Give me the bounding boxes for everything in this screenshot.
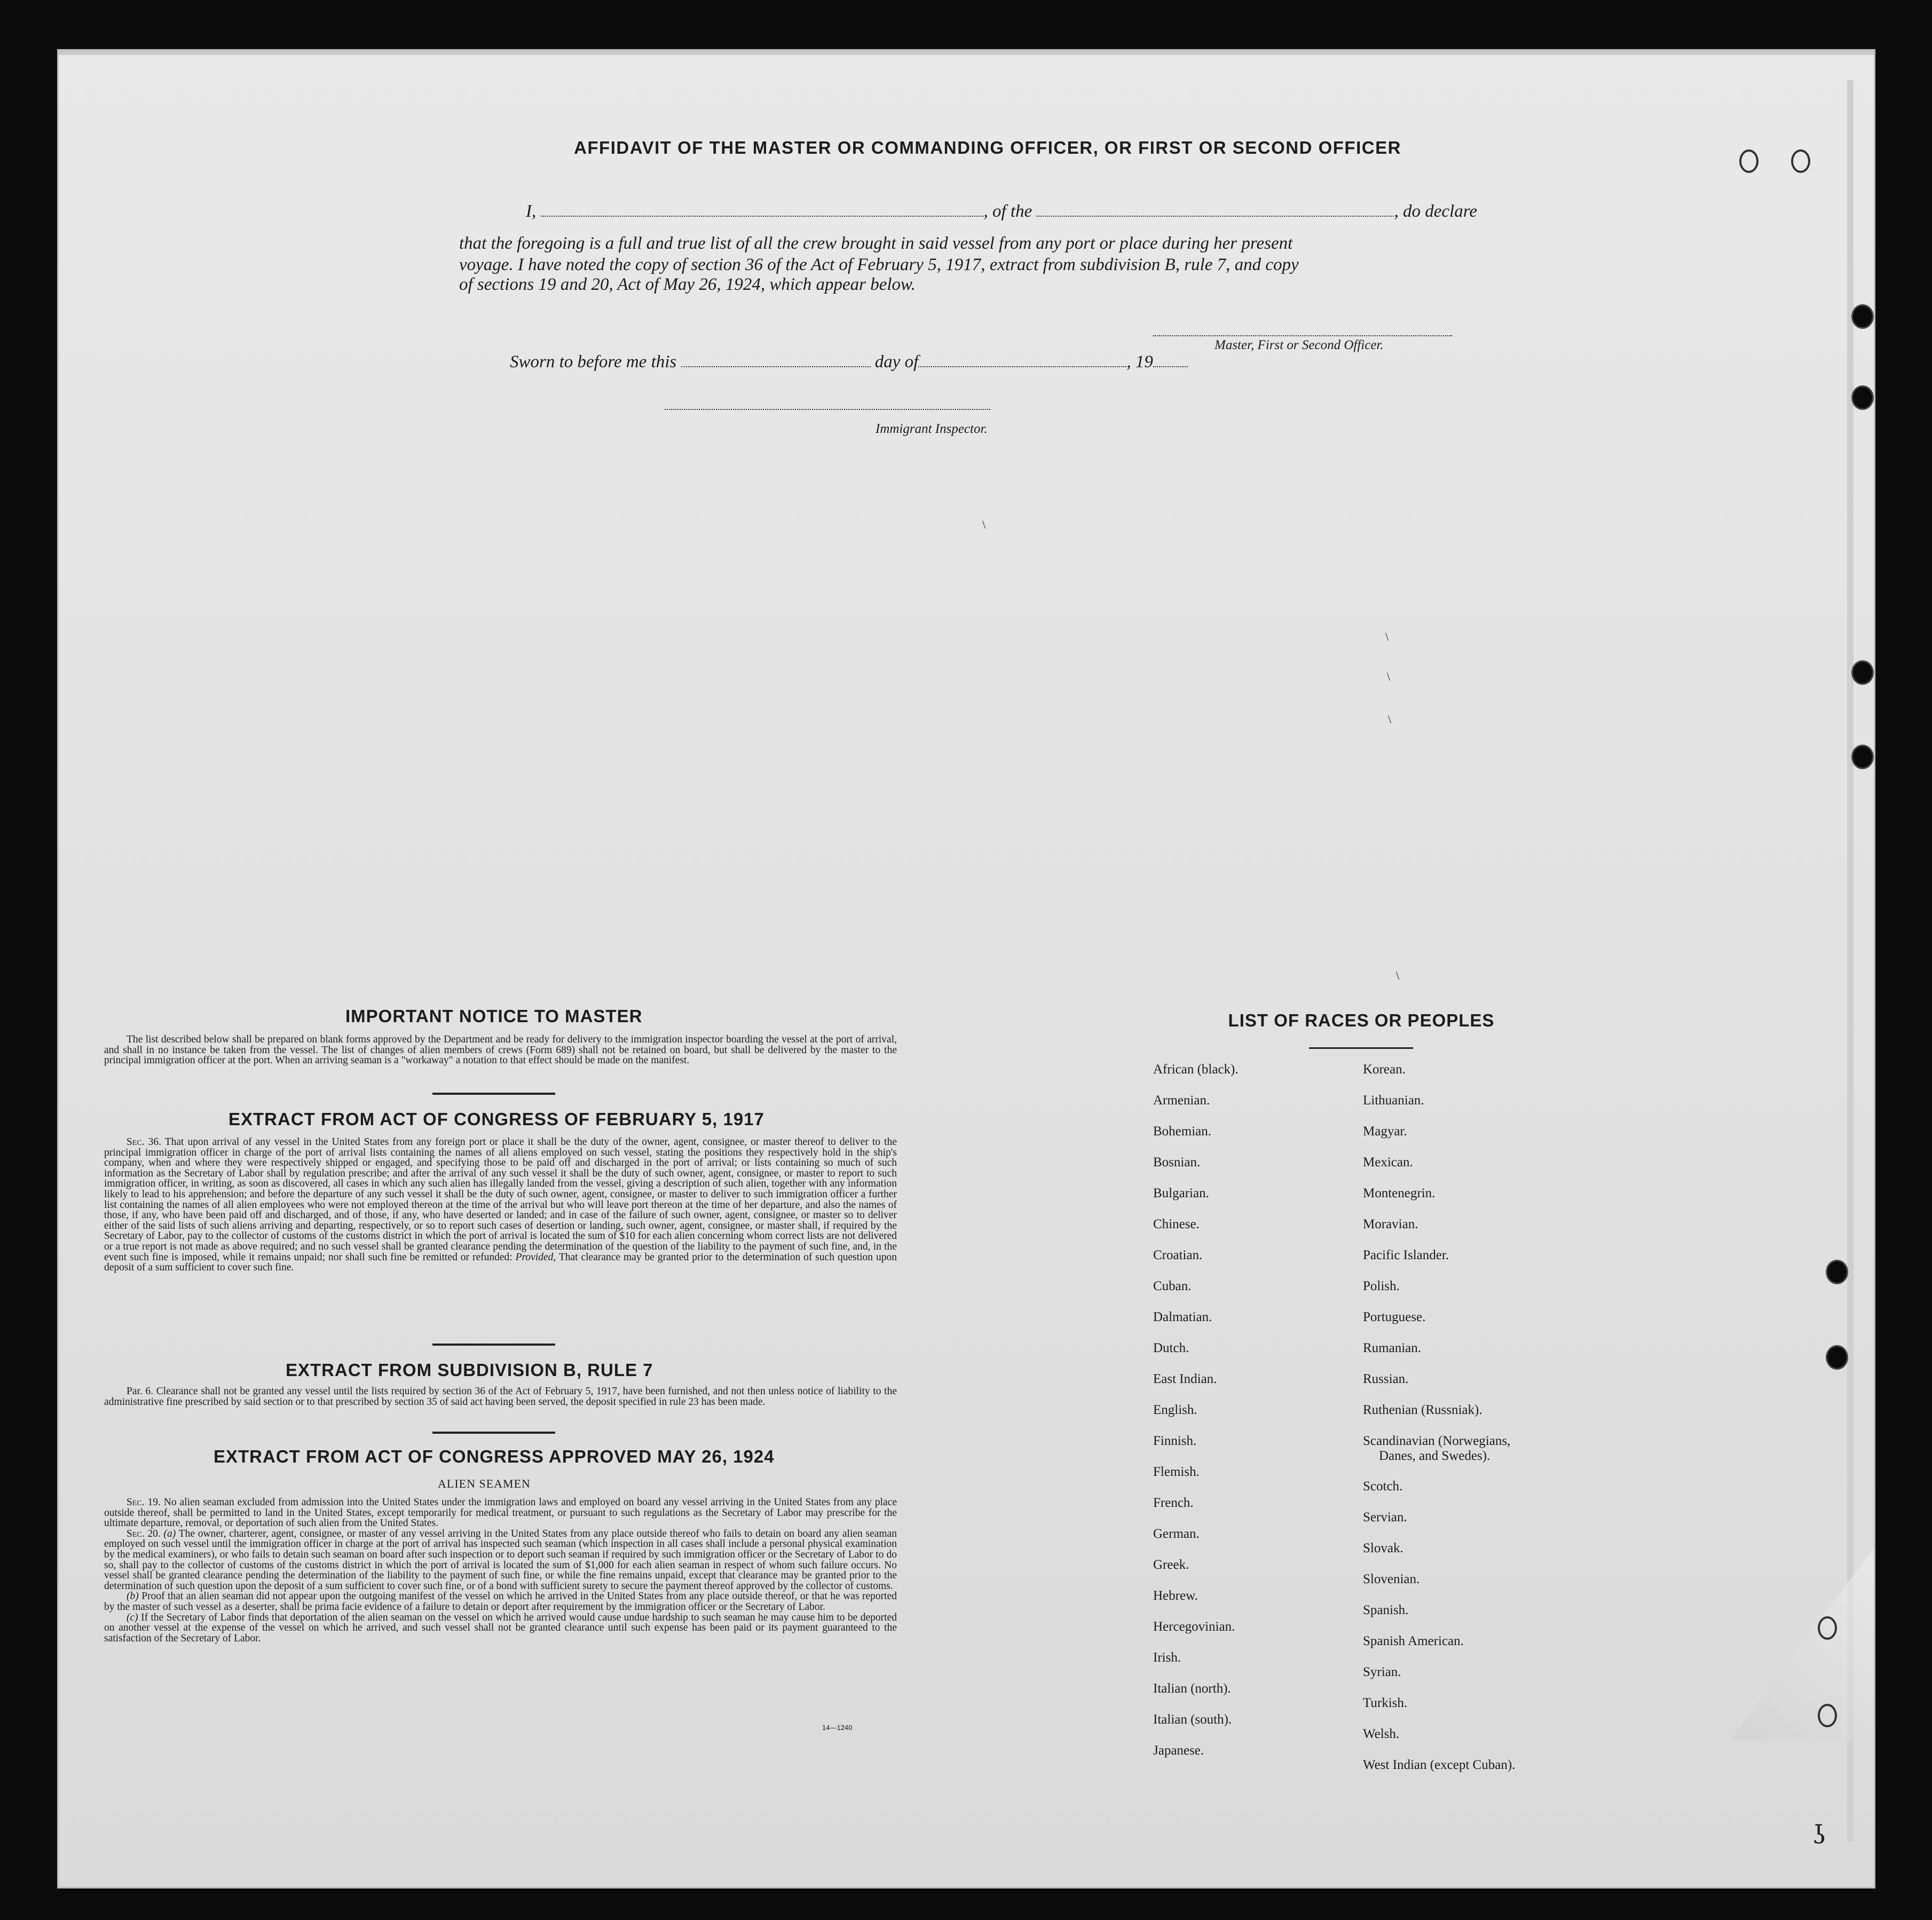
- vessel-name-field[interactable]: [1036, 202, 1394, 217]
- subdivision-b-title: EXTRACT FROM SUBDIVISION B, RULE 7: [286, 1360, 653, 1380]
- punch-hole: [1826, 1260, 1848, 1284]
- race-item: Servian.: [1363, 1510, 1407, 1524]
- punch-hole: [1791, 149, 1810, 173]
- sworn-year-label: , 19: [1126, 352, 1153, 372]
- punch-hole: [1851, 745, 1874, 769]
- pencil-mark: \: [1385, 630, 1389, 643]
- pencil-mark: \: [1387, 670, 1391, 683]
- sheet-top-edge: [59, 51, 1874, 55]
- race-item: Turkish.: [1363, 1696, 1408, 1710]
- master-signature-line[interactable]: [1153, 335, 1452, 336]
- race-item: Bohemian.: [1153, 1124, 1212, 1139]
- extract-1924-text: [104, 1497, 897, 1644]
- pencil-mark: \: [1396, 969, 1400, 982]
- races-left-column: [1153, 1062, 1239, 1774]
- sworn-month-field[interactable]: [918, 352, 1126, 367]
- sec-20b-label: (b): [127, 1591, 139, 1602]
- punch-hole: [1739, 149, 1758, 173]
- inspector-caption: Immigrant Inspector.: [876, 422, 988, 436]
- race-item: East Indian.: [1153, 1372, 1217, 1386]
- extract-1917-title: EXTRACT FROM ACT OF CONGRESS OF FEBRUARY 5, 1917: [228, 1109, 764, 1129]
- affidavit-title: AFFIDAVIT OF THE MASTER OR COMMANDING OFFICER, OR FIRST OR SECOND OFFICER: [574, 138, 1401, 157]
- sec-36-label: Sec. 36.: [127, 1136, 162, 1148]
- sec-20b-body: Proof that an alien seaman did not appear upon the outgoing manifest of the vessel on which he arrived in the United States from any place outside thereof, or that he was reported by the master of such vessel as a deserter, shall be prima facie evidence of a failure to detain or deport after requirement by the immigration officer or the Secretary of Labor.: [104, 1591, 897, 1613]
- race-item: French.: [1153, 1496, 1194, 1510]
- race-item: Rumanian.: [1363, 1341, 1422, 1355]
- pencil-mark: \: [1388, 713, 1392, 726]
- sec-20c-paragraph: [104, 1613, 897, 1644]
- master-signature-caption: Master, First or Second Officer.: [1215, 338, 1384, 352]
- race-item: Scandinavian (Norwegians,: [1363, 1434, 1511, 1448]
- race-item: Dalmatian.: [1153, 1310, 1212, 1324]
- race-item: Dutch.: [1153, 1341, 1189, 1355]
- sworn-day-field[interactable]: [681, 352, 871, 367]
- declaration-line-4: of sections 19 and 20, Act of May 26, 1924, which appear below.: [459, 275, 916, 294]
- sec-20-label: Sec. 20.: [127, 1528, 161, 1539]
- race-item: Slovak.: [1363, 1541, 1403, 1555]
- race-item: Moravian.: [1363, 1217, 1418, 1231]
- sec-36-body: That upon arrival of any vessel in the United States from any foreign port or place it shall be the duty of the owner, agent, consignee, or master thereof to deliver to the principal immigration officer in charge of the port of arrival lists containing the names of all aliens employed on such vessel, stating the positions they respectively hold in the ship's company, when and where they were respectively shipped or engaged, and specifying those to be paid off and discharged in the port of arrival; or lists containing so much of such information as the Secretary of Labor shall by regulation prescribe; and after the arrival of any such vessel it shall be the duty of such owner, agent, consignee, or master to report to such immigration officer, in writing, as soon as discovered, all cases in which any such alien has illegally landed from the vessel, giving a description of such alien, together with any information likely to lead to his apprehension; and before the departure of any such vessel it shall be the duty of such owner, agent, consignee, or master to deliver to such immigration officer a further list containing the names of all alien employees who were not employed thereon at the time of the arrival but who will leave port thereon at the time of her departure, and also the names of those, if any, who have been paid off and discharged, and of those, if any, who have deserted or landed; and in case of the failure of such owner, agent, consignee, or master so to deliver either of the said lists of such aliens arriving and departing, respectively, or so to report such cases of desertion or landing, such owner, agent, consignee, or master shall, if required by the Secretary of Labor, pay to the collector of customs of the customs district in which the port of arrival is located the sum of $10 for each alien concerning whom correct lists are not delivered or a true report is not made as above required; and no such vessel shall be granted clearance pending the determination of the question of the liability to the payment of such fine, and, in the event such fine is imposed, while it remains unpaid; nor shall such fine be remitted or refunded:: [104, 1136, 897, 1263]
- section-divider: [432, 1432, 555, 1434]
- race-item: Greek.: [1153, 1558, 1189, 1572]
- race-item: Italian (south).: [1153, 1712, 1232, 1727]
- race-item: Hercegovinian.: [1153, 1619, 1235, 1634]
- form-code: 14—1240: [822, 1724, 853, 1732]
- section-divider: [432, 1093, 555, 1095]
- race-item: Bulgarian.: [1153, 1186, 1209, 1200]
- race-item: Welsh.: [1363, 1727, 1400, 1741]
- sec-19-label: Sec. 19.: [127, 1497, 161, 1508]
- race-item: Finnish.: [1153, 1434, 1197, 1448]
- race-item: Japanese.: [1153, 1743, 1204, 1758]
- race-item: Flemish.: [1153, 1465, 1200, 1479]
- sec-20a-paragraph: [104, 1529, 897, 1592]
- provided-label: Provided,: [515, 1251, 556, 1263]
- handwritten-page-mark: ʖ: [1812, 1820, 1826, 1850]
- race-item: Ruthenian (Russniak).: [1363, 1403, 1482, 1417]
- provided-text: That clearance may be granted prior to the determination of such question upon deposit of a sum sufficient to cover such fine.: [104, 1251, 897, 1274]
- notice-title: IMPORTANT NOTICE TO MASTER: [345, 1006, 643, 1026]
- race-item: Bosnian.: [1153, 1155, 1201, 1170]
- declarant-prefix: I,: [526, 202, 537, 221]
- sworn-line: [510, 352, 1188, 372]
- declaration-line-3: voyage. I have noted the copy of section 36 of the Act of February 5, 1917, extract from subdivision B, rule 7, and copy: [459, 255, 1299, 274]
- sec-20b-paragraph: [104, 1591, 897, 1612]
- declaration-line-2: that the foregoing is a full and true list of all the crew brought in said vessel from any port or place during her present: [459, 234, 1293, 253]
- race-item: German.: [1153, 1527, 1200, 1541]
- race-item: Portuguese.: [1363, 1310, 1426, 1324]
- sworn-prefix: Sworn to before me this: [510, 352, 677, 372]
- alien-seamen-subtitle: ALIEN SEAMEN: [438, 1477, 531, 1490]
- sworn-dayof-label: day of: [874, 352, 919, 372]
- race-item: Danes, and Swedes).: [1379, 1449, 1491, 1463]
- punch-hole: [1818, 1704, 1837, 1727]
- sec-20a-body: The owner, charterer, agent, consignee, or master of any vessel arriving in the United States from any place outside thereof who fails to detain on board any alien seaman employed on such vessel until the immigration officer in charge at the port of arrival has inspected such seaman (which inspection in all cases shall include a personal physical examination by the medical examiners), or who fails to detain such seaman on board after such inspection or to deport such seaman if required by such immigration officer or the Secretary of Labor to do so, shall pay to the collector of customs of the customs district in which the port of arrival is located the sum of $1,000 for each alien seaman in respect of whom such failure occurs. No vessel shall be granted clearance pending the determination of the liability to the payment of such fine, or while the fine remains unpaid, except that clearance may be granted prior to the determination of such question upon the deposit of a sum sufficient to cover such fine, or of a bond with sufficient surety to secure the payment thereof approved by the collector of customs.: [104, 1528, 897, 1592]
- race-item: Armenian.: [1153, 1093, 1210, 1108]
- sworn-year-field[interactable]: [1153, 352, 1188, 367]
- race-item: Scotch.: [1363, 1479, 1403, 1494]
- section-divider: [432, 1344, 555, 1346]
- declaration-line-1: [526, 202, 1477, 222]
- punch-hole: [1826, 1345, 1848, 1370]
- race-item: English.: [1153, 1403, 1197, 1417]
- race-item: Italian (north).: [1153, 1681, 1231, 1696]
- race-item: Russian.: [1363, 1372, 1409, 1386]
- race-item: Syrian.: [1363, 1665, 1401, 1679]
- race-item: Pacific Islander.: [1363, 1248, 1449, 1262]
- punch-hole: [1851, 660, 1874, 685]
- notice-text: The list described below shall be prepared on blank forms approved by the Department and be ready for delivery to the immigration inspector boarding the vessel at the port of arrival, and shall in no instance be taken from the vessel. The list of changes of alien members of crews (Form 689) shall not be retained on board, but shall be delivered by the master to the principal immigration officer at the port. When an arriving seaman is a "workaway" a notation to that effect should be made on the manifest.: [104, 1034, 897, 1066]
- race-item: Irish.: [1153, 1650, 1181, 1665]
- officer-of-label: , of the: [983, 202, 1032, 221]
- sec-20a-label: (a): [163, 1528, 176, 1539]
- extract-1917-text: [104, 1137, 897, 1273]
- race-item: Hebrew.: [1153, 1589, 1198, 1603]
- sec-20c-label: (c): [127, 1611, 138, 1623]
- race-item: Cuban.: [1153, 1279, 1192, 1293]
- race-item: Croatian.: [1153, 1248, 1203, 1262]
- sec-19-paragraph: [104, 1497, 897, 1529]
- race-item: Korean.: [1363, 1062, 1406, 1077]
- declarant-name-field[interactable]: [541, 202, 984, 217]
- inspector-signature-line[interactable]: [665, 409, 990, 410]
- sec-19-body: No alien seaman excluded from admission into the United States under the immigration laws and employed on board any vessel arriving in the United States from any place outside thereof, shall be permitted to land in the United States, except temporarily for medical treatment, or pursuant to such regulations as the Secretary of Labor may prescribe for the ultimate departure, removal, or deportation of such alien from the United States.: [104, 1497, 897, 1529]
- race-item: Mexican.: [1363, 1155, 1413, 1170]
- pencil-mark: \: [982, 518, 986, 531]
- race-item: Chinese.: [1153, 1217, 1200, 1231]
- races-title: LIST OF RACES OR PEOPLES: [1228, 1010, 1495, 1030]
- race-item: African (black).: [1153, 1062, 1239, 1077]
- races-right-column: [1363, 1062, 1515, 1789]
- do-declare-label: , do declare: [1394, 202, 1477, 221]
- races-divider: [1309, 1047, 1413, 1049]
- race-item: West Indian (except Cuban).: [1363, 1758, 1516, 1772]
- race-item: Montenegrin.: [1363, 1186, 1436, 1200]
- sec-20c-body: If the Secretary of Labor finds that deportation of the alien seaman on the vessel on which he arrived would cause undue hardship to such seaman he may cause him to be deported on another vessel at the expense of the vessel on which he arrived, and such vessel shall not be granted clearance until such expense has been paid or its payment guaranteed to the satisfaction of the Secretary of Labor.: [104, 1611, 897, 1644]
- punch-hole: [1851, 304, 1874, 329]
- punch-hole: [1851, 385, 1874, 410]
- race-item: Polish.: [1363, 1279, 1400, 1293]
- race-item: Magyar.: [1363, 1124, 1407, 1139]
- race-item: Spanish American.: [1363, 1634, 1464, 1648]
- race-item: Slovenian.: [1363, 1572, 1420, 1586]
- extract-1924-title: EXTRACT FROM ACT OF CONGRESS APPROVED MAY 26, 1924: [214, 1447, 775, 1466]
- subdivision-b-text: Par. 6. Clearance shall not be granted any vessel until the lists required by section 36 of the Act of February 5, 1917, have been furnished, and not then unless notice of liability to the administrative fine prescribed by said section or to that prescribed by section 35 of said act having been served, the deposit specified in rule 23 has been made.: [104, 1386, 897, 1408]
- race-item: Spanish.: [1363, 1603, 1409, 1617]
- race-item: Lithuanian.: [1363, 1093, 1424, 1108]
- punch-hole: [1818, 1616, 1837, 1640]
